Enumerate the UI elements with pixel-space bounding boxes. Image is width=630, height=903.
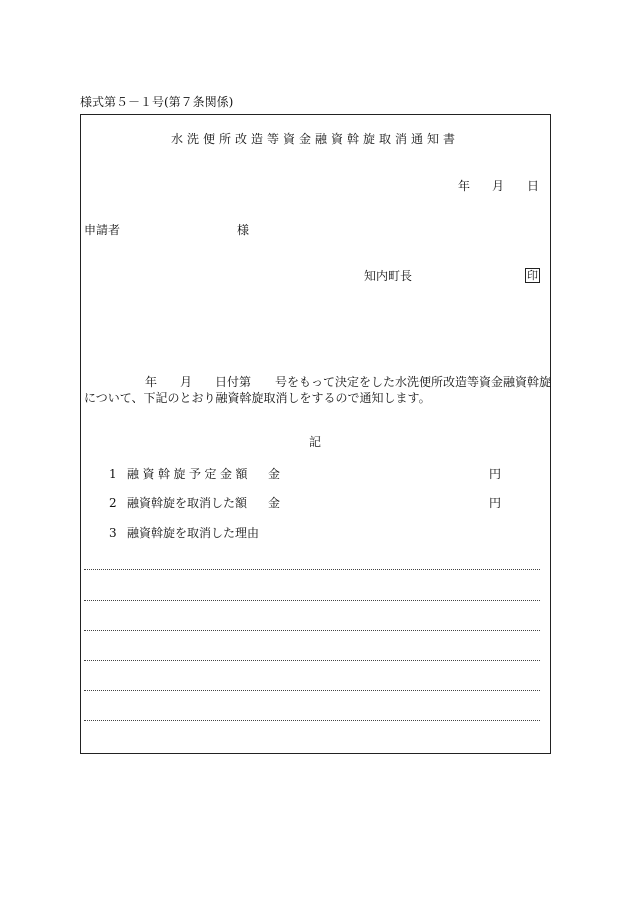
item-number: 2 [109,496,117,510]
form-number-label: 様式第５－１号(第７条関係) [80,95,234,109]
seal-mark: 印 [527,269,538,282]
date-day-label: 日 [527,179,540,193]
item-number: 1 [109,467,117,481]
body-day-no: 日付第 [215,375,252,389]
item-yen: 円 [489,467,502,481]
item-label: 融資斡旋予定金額 [127,467,252,481]
reason-dotted-line [84,720,540,721]
item-yen: 円 [489,496,502,510]
ki-heading: 記 [308,435,321,449]
date-year-label: 年 [458,179,471,193]
document-title: 水洗便所改造等資金融資斡旋取消通知書 [170,132,459,146]
item-number: 3 [109,526,117,540]
item-label: 融資斡旋を取消した額 [127,496,248,510]
body-rest: 号をもって決定をした水洗便所改造等資金融資斡旋 [275,375,552,389]
body-text-line-1 [145,376,551,388]
applicant-label: 申請者 [84,223,121,237]
item-kin: 金 [268,467,281,481]
item-kin: 金 [268,496,281,510]
issuer-name: 知内町長 [364,269,413,283]
reason-dotted-line [84,660,540,661]
reason-dotted-line [84,690,540,691]
body-text-line-2: について、下記のとおり融資斡旋取消しをするので通知します。 [84,391,431,405]
applicant-honorific: 様 [237,223,250,237]
notice-frame [80,114,551,754]
reason-dotted-line [84,600,540,601]
date-month-label: 月 [492,179,505,193]
body-year: 年 [145,375,158,389]
item-label: 融資斡旋を取消した理由 [127,526,260,540]
body-month: 月 [180,375,193,389]
reason-dotted-line [84,630,540,631]
reason-dotted-line [84,569,540,570]
